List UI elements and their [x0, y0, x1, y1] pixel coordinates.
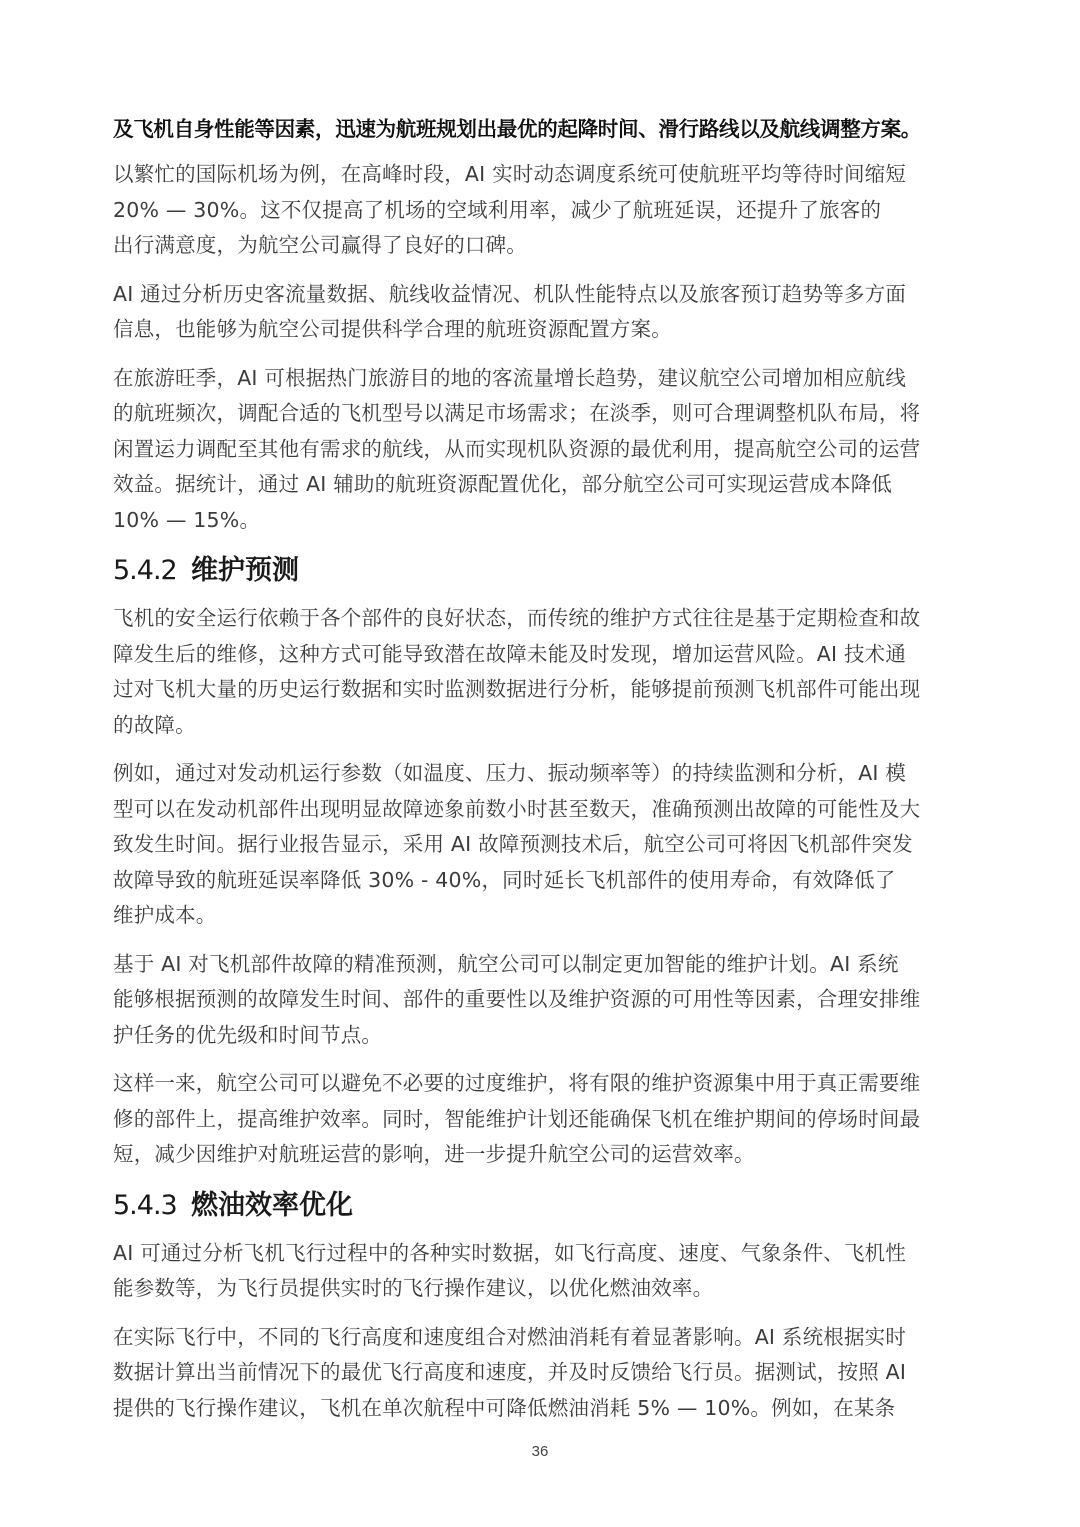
page-body — [113, 112, 971, 1439]
text-line: 在旅游旺季，AI 可根据热门旅游目的地的客流量增长趋势，建议航空公司增加相应航线 — [113, 365, 907, 390]
text-line: 飞机的安全运行依赖于各个部件的良好状态，而传统的维护方式往往是基于定期检查和故 — [113, 606, 921, 630]
text-line: 这样一来，航空公司可以避免不必要的过度维护，将有限的维护资源集中用于真正需要维 — [113, 1071, 921, 1095]
text-line: 数据计算出当前情况下的最优飞行高度和速度，并及时反馈给飞行员。据测试，按照 AI — [113, 1360, 907, 1384]
paragraph-peak-season — [113, 361, 971, 539]
paragraph-maintenance-intro — [113, 601, 971, 743]
text-line: 在实际飞行中，不同的飞行高度和速度组合对燃油消耗有着显著影响。AI 系统根据实时 — [113, 1324, 907, 1349]
text-line: 提供的飞行操作建议，飞机在单次航程中可降低燃油消耗 5% — 10%。例如，在某条 — [113, 1395, 896, 1420]
text-line: 例如，通过对发动机运行参数（如温度、压力、振动频率等）的持续监测和分析，AI 模 — [113, 761, 907, 785]
text-line: 10% — 15%。 — [113, 507, 261, 532]
text-line: 故障导致的航班延误率降低 30% - 40%，同时延长飞机部件的使用寿命，有效降低了 — [113, 867, 896, 892]
paragraph-fuel-intro — [113, 1236, 971, 1307]
text-line: 短，减少因维护对航班运营的影响，进一步提升航空公司的运营效率。 — [113, 1142, 755, 1166]
text-line: 闲置运力调配至其他有需求的航线，从而实现机队资源的最优利用，提高航空公司的运营 — [113, 436, 921, 461]
text-line: 以繁忙的国际机场为例，在高峰时段，AI 实时动态调度系统可使航班平均等待时间缩短 — [113, 162, 907, 186]
text-line: 障发生后的维修，这种方式可能导致潜在故障未能及时发现，增加运营风险。AI 技术通 — [113, 641, 907, 666]
section-title: 维护预测 — [191, 555, 299, 586]
text-line: 能够根据预测的故障发生时间、部件的重要性以及维护资源的可用性等因素，合理安排维 — [113, 987, 921, 1011]
paragraph-airport-dispatch — [113, 157, 971, 264]
paragraph-resource-allocation — [113, 277, 971, 348]
text-line: 过对飞机大量的历史运行数据和实时监测数据进行分析，能够提前预测飞机部件可能出现 — [113, 677, 921, 701]
text-line: 修的部件上，提高维护效率。同时，智能维护计划还能确保飞机在维护期间的停场时间最 — [113, 1106, 921, 1131]
text-line: 20% — 30%。这不仅提高了机场的空域利用率，减少了航班延误，还提升了旅客的 — [113, 197, 882, 222]
text-line: 能参数等，为飞行员提供实时的飞行操作建议，以优化燃油效率。 — [113, 1276, 714, 1300]
text-line: AI 通过分析历史客流量数据、航线收益情况、机队性能特点以及旅客预订趋势等多方面 — [113, 281, 907, 306]
paragraph-maintenance-plan — [113, 947, 971, 1054]
section-heading-5-4-3 — [113, 1186, 971, 1226]
text-line: 效益。据统计，通过 AI 辅助的航班资源配置优化，部分航空公司可实现运营成本降低 — [113, 472, 893, 496]
text-line: 的故障。 — [113, 712, 196, 737]
text-line: 的航班频次，调配合适的飞机型号以满足市场需求；在淡季，则可合理调整机队布局，将 — [113, 401, 921, 425]
section-heading-5-4-2 — [113, 551, 971, 591]
text-line: 维护成本。 — [113, 903, 217, 927]
section-number: 5.4.2 — [113, 555, 177, 586]
lead-sentence: 及飞机自身性能等因素，迅速为航班规划出最优的起降时间、滑行路线以及航线调整方案。 — [113, 117, 921, 141]
text-line: 出行满意度，为航空公司赢得了良好的口碑。 — [113, 233, 527, 257]
paragraph-fuel-altitude-speed — [113, 1320, 971, 1427]
text-line: AI 可通过分析飞机飞行过程中的各种实时数据，如飞行高度、速度、气象条件、飞机性 — [113, 1240, 907, 1265]
page-number: 36 — [531, 1443, 549, 1460]
text-line: 型可以在发动机部件出现明显故障迹象前数小时甚至数天，准确预测出故障的可能性及大 — [113, 796, 921, 821]
section-number: 5.4.3 — [113, 1189, 177, 1221]
paragraph-engine-monitoring — [113, 756, 971, 934]
text-line: 致发生时间。据行业报告显示，采用 AI 故障预测技术后，航空公司可将因飞机部件突发 — [113, 832, 913, 856]
text-line: 护任务的优先级和时间节点。 — [113, 1022, 383, 1047]
paragraph-maintenance-efficiency — [113, 1066, 971, 1173]
text-line: 基于 AI 对飞机部件故障的精准预测，航空公司可以制定更加智能的维护计划。AI 系统 — [113, 951, 899, 976]
section-title: 燃油效率优化 — [191, 1189, 353, 1221]
text-line: 信息，也能够为航空公司提供科学合理的航班资源配置方案。 — [113, 317, 672, 341]
